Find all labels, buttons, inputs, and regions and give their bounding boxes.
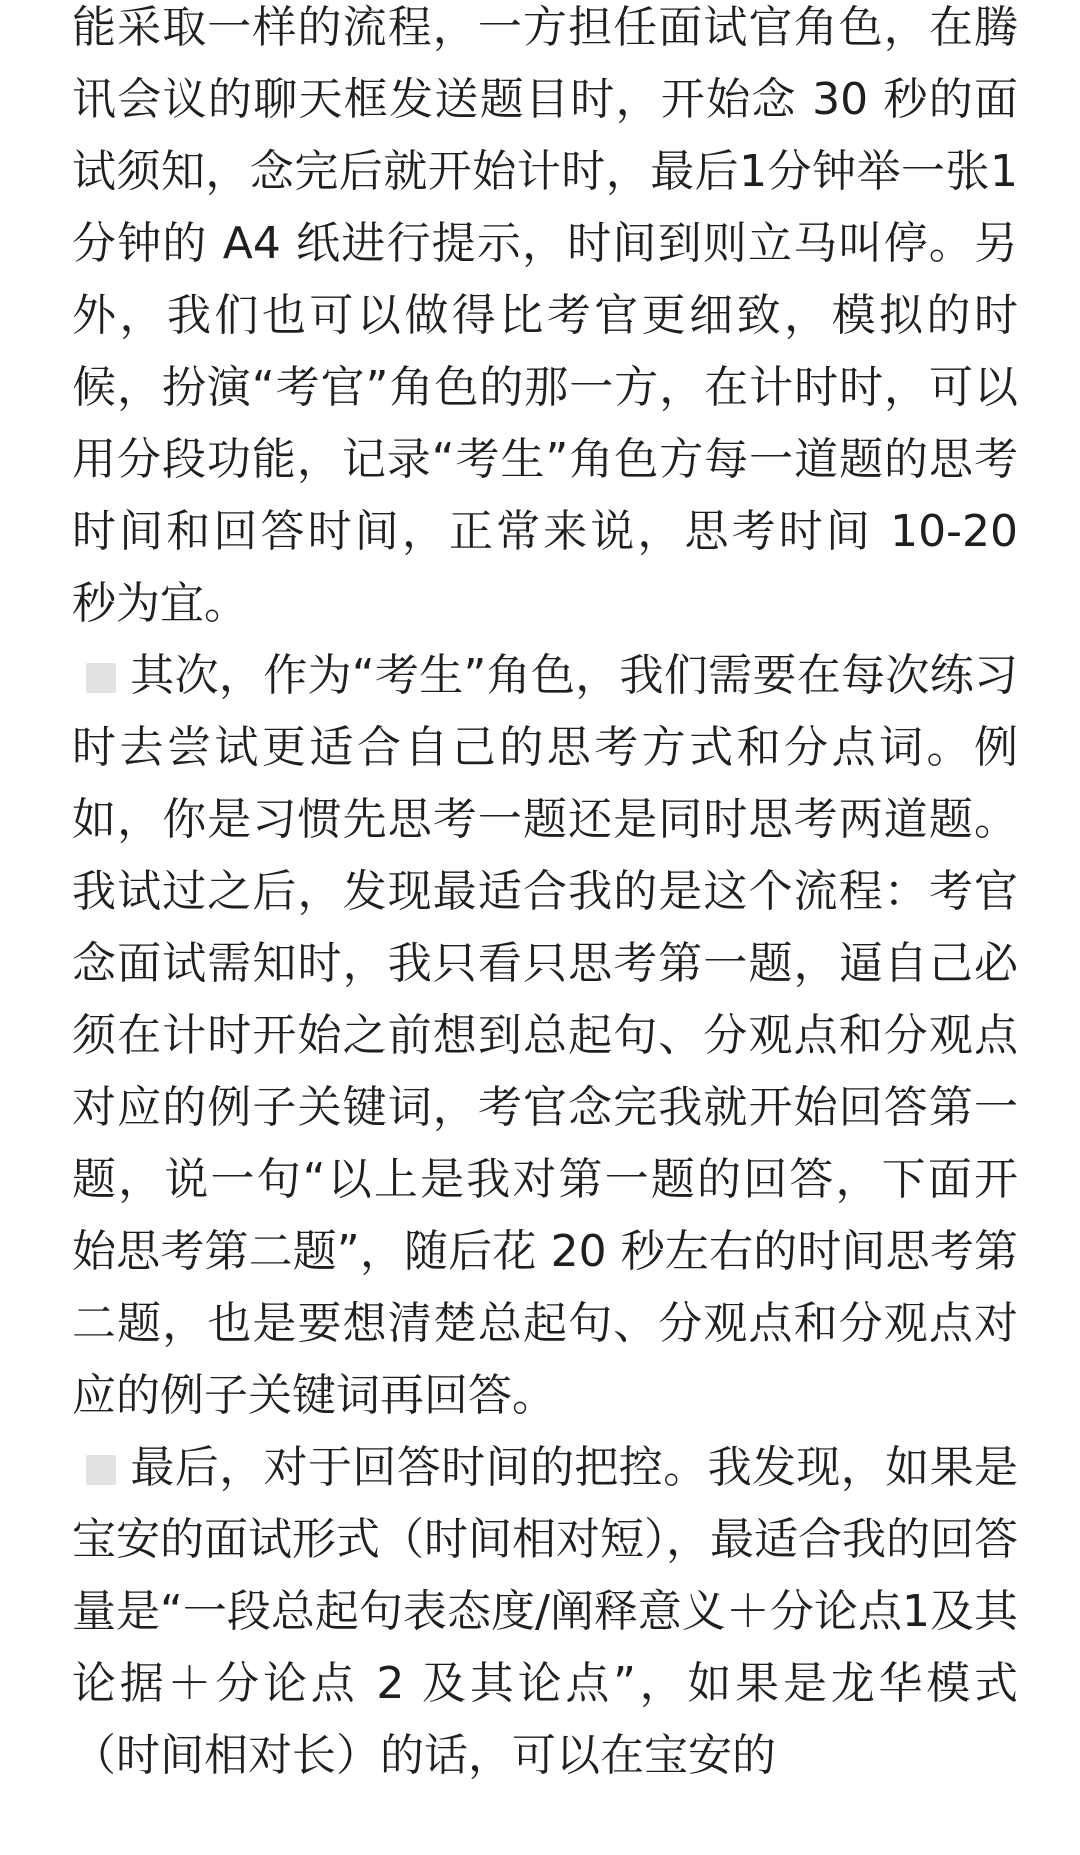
paragraph-timing-procedure <box>72 0 1018 640</box>
paragraph-text: 其次，作为“考生”角色，我们需要在每次练习时去尝试更适合自己的思考方式和分点词。例如，你是习惯先思考一题还是同时思考两道题。我试过之后，发现最适合我的是这个流程：考官念面试需知时，我只看只思考第一题，逼自己必须在计时开始之前想到总起句、分观点和分观点对应的例子关键词，考官念完我就开始回答第一题，说一句“以上是我对第一题的回答，下面开始思考第二题”，随后花 20 秒左右的时间思考第二题，也是要想清楚总起句、分观点和分观点对应的例子关键词再回答。 <box>72 650 1018 1421</box>
square-bullet-icon <box>86 663 116 693</box>
paragraph-text: 最后，对于回答时间的把控。我发现，如果是宝安的面试形式（时间相对短），最适合我的回答量是“一段总起句表态度/阐释意义＋分论点1及其论据＋分论点 2 及其论点”，如果是龙华模式（时间相对长）的话，可以在宝安的 <box>72 1442 1018 1781</box>
square-bullet-icon <box>86 1455 116 1485</box>
paragraph-text: 能采取一样的流程，一方担任面试官角色，在腾讯会议的聊天框发送题目时，开始念 30 秒的面试须知，念完后就开始计时，最后1分钟举一张1分钟的 A4 纸进行提示，时间到则立马叫停。另外，我们也可以做得比考官更细致，模拟的时候，扮演“考官”角色的那一方，在计时时，可以用分段功能，记录“考生”角色方每一道题的思考时间和回答时间，正常来说，思考时间 10-20 秒为宜。 <box>72 2 1018 629</box>
paragraph-examinee-role <box>72 640 1018 1432</box>
paragraph-answer-time <box>72 1432 1018 1792</box>
